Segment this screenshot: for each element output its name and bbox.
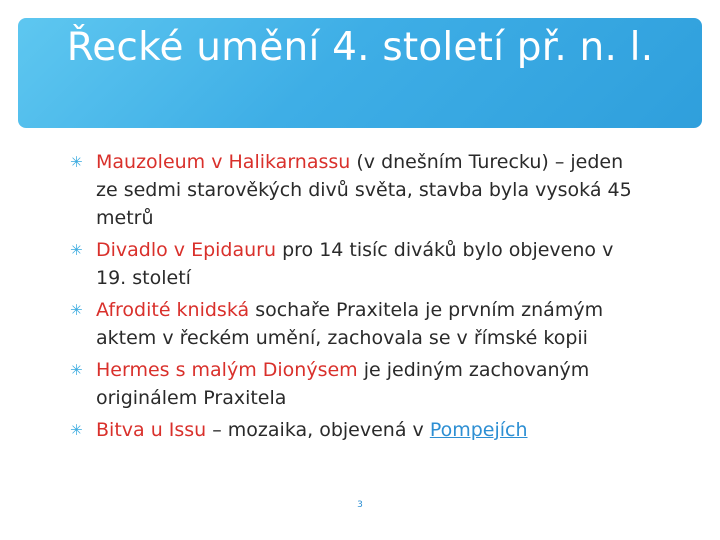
bullet-highlight: Bitva u Issu: [96, 419, 207, 441]
bullet-text: pro 14 tisíc diváků bylo objeveno v 19. století: [96, 239, 614, 289]
slide-title: Řecké umění 4. století př. n. l.: [66, 25, 654, 70]
bullet-text: – mozaika, objevená v: [206, 419, 430, 441]
bullet-highlight: Mauzoleum v Halikarnassu: [96, 151, 351, 173]
asterisk-bullet-icon: ✳: [70, 241, 83, 259]
bullet-item-bitva: [70, 416, 640, 444]
asterisk-bullet-icon: ✳: [70, 153, 83, 171]
bullet-item-afrodite: [70, 296, 640, 352]
pompeje-link[interactable]: Pompejích: [429, 419, 528, 441]
asterisk-bullet-icon: ✳: [70, 421, 83, 439]
asterisk-bullet-icon: ✳: [70, 301, 83, 319]
bullet-text: (v dnešním Turecku) – jeden ze sedmi starověkých divů světa, stavba byla vysoká 45 metrů: [96, 151, 632, 229]
bullet-highlight: Afrodité knidská: [96, 299, 250, 321]
bullet-highlight: Divadlo v Epidauru: [96, 239, 277, 261]
bullet-list: [70, 148, 640, 448]
page-number: 3: [357, 500, 363, 510]
bullet-item-hermes: [70, 356, 640, 412]
bullet-item-mauzoleum: [70, 148, 640, 232]
bullet-text: sochaře Praxitela je prvním známým aktem v řeckém umění, zachovala se v římské kopii: [96, 299, 604, 349]
bullet-item-divadlo: [70, 236, 640, 292]
bullet-text: je jediným zachovaným originálem Praxitela: [96, 359, 590, 409]
asterisk-bullet-icon: ✳: [70, 361, 83, 379]
bullet-highlight: Hermes s malým Dionýsem: [96, 359, 358, 381]
